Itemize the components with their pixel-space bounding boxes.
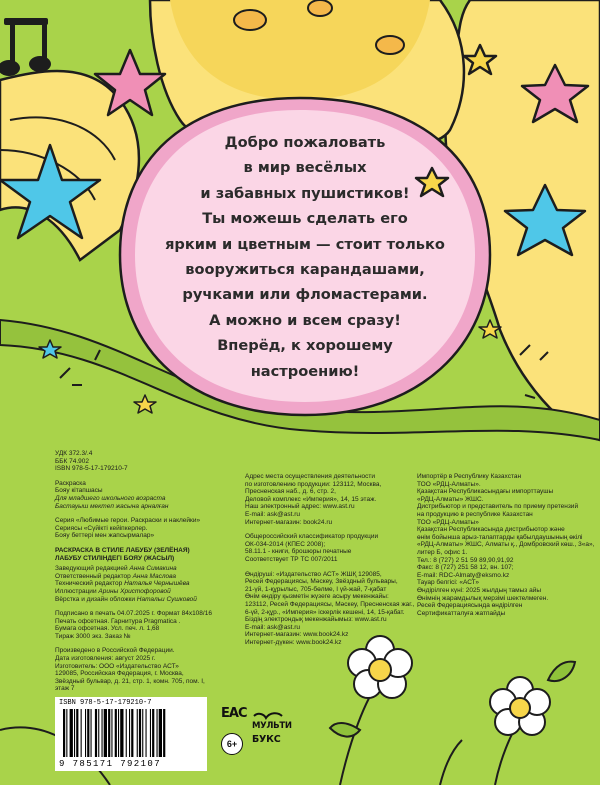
address-line: Интернет-магазин: book24.ru: [245, 518, 333, 526]
spot: [376, 36, 404, 54]
welcome-line: ручками или фломастерами.: [182, 286, 428, 304]
importer-line: Импортёр в Республику Казахстан: [417, 473, 522, 480]
importer-line: Дистрибьютор и представитель по приему претензий: [417, 503, 579, 511]
maker-info: 129085, Российская Федерация, г. Москва,: [55, 670, 184, 678]
spot: [308, 0, 332, 16]
welcome-line: вооружиться карандашами,: [185, 261, 425, 279]
address-line: Пресненская наб., д. 6, стр. 2,: [245, 488, 336, 496]
barcode-isbn-label: ISBN 978-5-17-179210-7: [59, 699, 152, 707]
imprint-middle: [245, 473, 414, 646]
bbk-code: ББК 74.902: [55, 457, 90, 465]
welcome-line: Вперёд, к хорошему: [217, 337, 393, 355]
importer-line: Қазақстан Республикасындағы импорттаушы: [417, 488, 554, 496]
imprint-left: [55, 450, 212, 693]
welcome-message: [165, 130, 445, 384]
kz-line: 21-үй, 1-құрылыс, 705-бөлме, I үй-жай, 7-қабат: [245, 585, 387, 593]
classifier-line: Соответствует ТР ТС 007/2011: [245, 555, 338, 563]
importer-line: «РДЦ-Алматы» ЖШС, Алматы қ., Домбровский көш., 3«а»,: [417, 541, 595, 549]
address-line: E-mail: ask@ast.ru: [245, 510, 300, 518]
series-kz: Бояу беттері мен жапсырмалар»: [55, 532, 155, 540]
kz-line: Интернет-дүкен: www.book24.kz: [245, 638, 342, 646]
kz-line: 123112, Ресей Федерациясы, Мәскеу, Пресненская жаг.,: [245, 600, 415, 608]
maker-info: Изготовитель: ООО «Издательство АСТ»: [55, 662, 179, 670]
importer-line: «РДЦ-Алматы» ЖШС.: [417, 495, 484, 503]
barcode-digits: 9 785171 792107: [59, 759, 162, 769]
welcome-line: Добро пожаловать: [224, 134, 386, 151]
importer-line: на продукцию в республике Казахстан: [417, 510, 533, 518]
print-info: Подписано в печать 04.07.2025 г. Формат 84x108/16: [55, 610, 212, 618]
welcome-line: Ты можешь сделать его: [202, 210, 408, 228]
address-line: Наш электронный адрес: www.ast.ru: [245, 503, 355, 511]
kz-line: Өнім өндіру қызметін жүзеге асыру мекенжайы:: [245, 593, 389, 601]
imprint-right: [417, 473, 594, 617]
importer-line: Тауар белгісі: «АСТ»: [417, 579, 479, 587]
address-line: по изготовлению продукции: 123112, Москва,: [245, 480, 382, 488]
welcome-line: ярким и цветным — стоит только: [165, 235, 445, 253]
welcome-line: А можно и всем сразу!: [209, 311, 401, 329]
credit-line: Заведующий редакцией Анна Симакина: [55, 565, 177, 573]
importer-line: Ресей Федерациясында өндірілген: [417, 602, 523, 610]
book-type-kz: Бояу кітапшасы: [55, 487, 103, 495]
classifier-line: 58.11.1 - книги, брошюры печатные: [245, 548, 352, 556]
importer-line: Өндірілген күні: 2025 жылдың тамыз айы: [417, 586, 542, 594]
importer-line: Тел.: 8 (727) 2 51 59 89,90,91,92: [417, 556, 514, 564]
print-info: Бумага офсетная. Усл. печ. л. 1,68: [55, 625, 160, 633]
classifier-line: ОК-034-2014 (КПЕС 2008);: [245, 540, 326, 548]
print-info: Печать офсетная. Гарнитура Pragmatica .: [55, 617, 181, 625]
kz-line: Ресей Федерациясы, Мәскеу, Звёздный бульвары,: [245, 578, 398, 586]
maker-info: Звёздный бульвар, д. 21, стр. 1, комн. 705, пом. I,: [55, 677, 205, 685]
importer-line: E-mail: RDC-Almaty@eksmo.kz: [417, 571, 510, 579]
publisher-logo: [252, 712, 292, 750]
credit-line: Технический редактор Наталья Чернышёва: [55, 580, 190, 588]
series-kz: Сериясы «Сүйікті кейіпкерлер.: [55, 524, 148, 532]
audience-kz: Бастауыш мектеп жасына арналған: [55, 502, 169, 510]
classifier-line: Общероссийский классификатор продукции: [245, 533, 379, 541]
welcome-line: в мир весёлых: [243, 159, 367, 177]
isbn-barcode: [55, 697, 207, 771]
publisher-line2: БУКС: [252, 734, 281, 745]
importer-line: Сертификатталуға жатпайды: [417, 609, 506, 617]
logo-shape-icon: [252, 712, 292, 752]
series: Серия «Любимые герои. Раскраски и наклейки»: [55, 517, 201, 525]
age-rating-badge: 6+: [221, 733, 243, 755]
importer-line: Қазақстан Республикасында дистрибьютор және: [417, 526, 565, 534]
maker-info: этаж 7: [55, 685, 75, 693]
maker-info: Дата изготовления: август 2025 г.: [55, 655, 156, 663]
kz-line: Өндіруші: «Издательство АСТ» ЖШҚ 129085,: [245, 570, 382, 578]
credit-line: Вёрстка и дизайн обложки Натальи Сушковой: [55, 595, 197, 603]
kz-line: Интернет-магазин: www.book24.kz: [245, 631, 349, 639]
welcome-line: настроению!: [250, 362, 360, 380]
eac-mark: ЕАС: [221, 706, 247, 721]
address-line: Деловой комплекс «Империя», 14, 15 этаж.: [245, 495, 377, 503]
importer-line: ТОО «РДЦ-Алматы»: [417, 518, 479, 526]
spot: [234, 10, 266, 30]
book-title-kz: ЛАБУБУ СТИЛІНДЕГІ БОЯУ (ЖАСЫЛ): [55, 554, 175, 562]
kz-line: 6-үй, 2-құр., «Империя» іскерлік кешені, 14, 15-қабат.: [245, 608, 405, 616]
importer-line: Факс: 8 (727) 251 58 12, вн. 107;: [417, 564, 514, 572]
credit-line: Ответственный редактор Анна Маслова: [55, 572, 176, 580]
importer-line: ТОО «РДЦ-Алматы».: [417, 480, 481, 488]
isbn-code: ISBN 978-5-17-179210-7: [55, 465, 128, 473]
print-info: Тираж 3000 экз. Заказ №: [55, 632, 131, 640]
credit-line: Иллюстрации Арины Христофоровой: [55, 587, 171, 595]
audience: Для младшего школьного возраста: [55, 494, 166, 502]
book-type: Раскраска: [55, 479, 86, 487]
welcome-line: и забавных пушистиков!: [200, 184, 410, 202]
maker-info: Произведено в Российской Федерации.: [55, 647, 175, 655]
importer-line: литер Б, офис 1.: [417, 548, 468, 556]
address-line: Адрес места осуществления деятельности: [245, 473, 376, 480]
importer-line: Өнімнің жарамдылық мерзімі шектелмеген.: [417, 594, 549, 602]
kz-line: Біздің электрондық мекенжайымыз: www.ast.ru: [245, 616, 387, 624]
kz-line: E-mail: ask@ast.ru: [245, 623, 300, 631]
book-title: РАСКРАСКА В СТИЛЕ ЛАБУБУ (ЗЕЛЁНАЯ): [55, 546, 190, 554]
publisher-line1: МУЛЬТИ: [252, 721, 292, 731]
importer-line: өнім бойынша арыз-талаптарды қабылдаушының өкілі: [417, 533, 583, 541]
udk-code: УДК 372.3/.4: [55, 450, 93, 457]
